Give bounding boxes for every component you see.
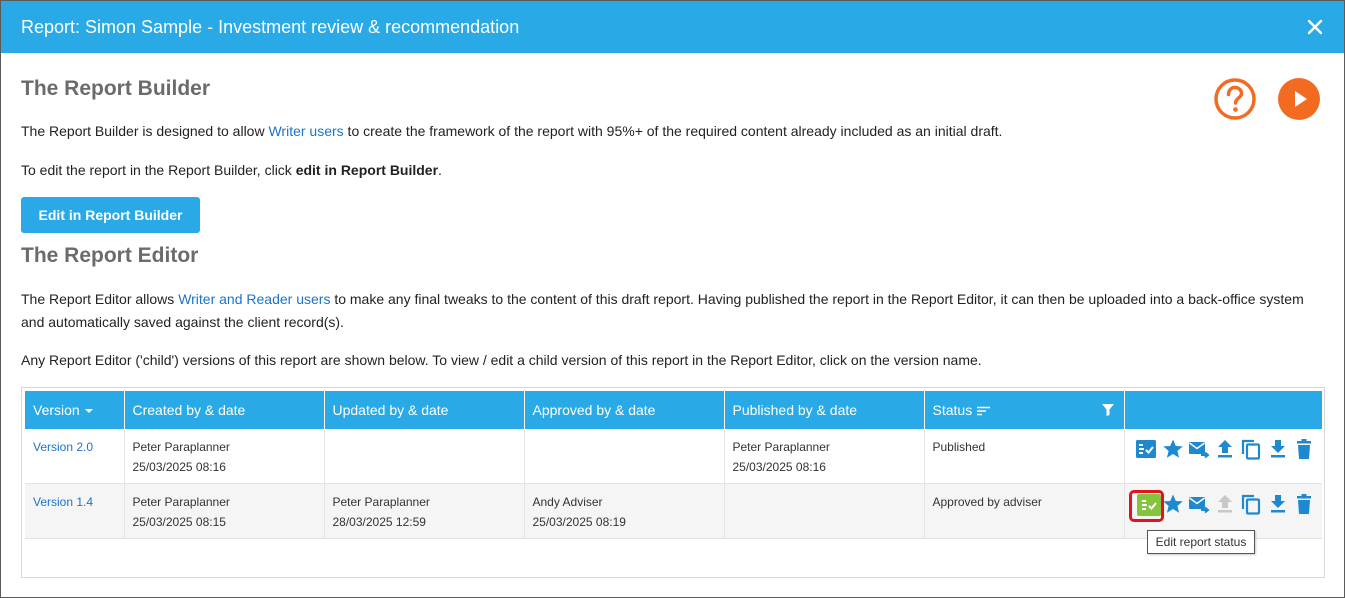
edit-status-icon[interactable]: [1135, 493, 1157, 515]
col-published-label: Published by & date: [732, 402, 858, 418]
star-icon[interactable]: [1162, 438, 1184, 460]
builder-heading: The Report Builder: [21, 77, 211, 100]
builder-instruction-bold: edit in Report Builder: [295, 162, 439, 178]
col-created-label: Created by & date: [132, 402, 246, 418]
edit-status-icon[interactable]: [1135, 438, 1157, 460]
upload-icon: [1214, 493, 1236, 515]
published-date: 25/03/2025 08:16: [732, 460, 826, 474]
created-cell: [124, 483, 324, 538]
col-approved[interactable]: [524, 391, 724, 429]
modal-title: Report: Simon Sample - Investment review & recommendation: [21, 17, 520, 37]
actions-cell: [1124, 429, 1322, 483]
writer-reader-users-link[interactable]: Writer and Reader users: [178, 291, 331, 307]
created-cell: [124, 429, 324, 483]
row-actions: [1133, 437, 1315, 467]
table-row: [25, 483, 1322, 538]
version-link[interactable]: Version 2.0: [33, 440, 94, 454]
col-status[interactable]: [924, 391, 1124, 429]
filter-icon[interactable]: [1102, 404, 1114, 416]
row-actions: [1133, 492, 1315, 522]
builder-description: [21, 120, 1321, 143]
copy-icon[interactable]: [1240, 493, 1262, 515]
col-published[interactable]: [724, 391, 924, 429]
col-updated[interactable]: [324, 391, 524, 429]
upload-icon[interactable]: [1214, 438, 1236, 460]
modal-header: [1, 1, 1344, 53]
versions-table: [25, 391, 1322, 539]
edit-in-report-builder-button[interactable]: Edit in Report Builder: [21, 197, 200, 233]
download-icon[interactable]: [1267, 493, 1289, 515]
version-link[interactable]: Version 1.4: [33, 494, 94, 509]
status-cell: [924, 483, 1124, 538]
editor-heading: The Report Editor: [21, 244, 199, 267]
editor-description: [21, 288, 1321, 334]
close-icon[interactable]: [1306, 18, 1324, 36]
col-actions: [1124, 391, 1322, 429]
table-header-row: [25, 391, 1322, 429]
published-by: Peter Paraplanner: [732, 440, 830, 454]
created-by: Peter Paraplanner: [132, 494, 230, 509]
sort-desc-icon: [85, 409, 93, 413]
updated-cell: [324, 483, 524, 538]
help-icon[interactable]: [1213, 77, 1257, 121]
writer-users-link[interactable]: Writer users: [268, 123, 344, 139]
version-cell: [25, 483, 124, 538]
col-updated-label: Updated by & date: [332, 402, 449, 418]
table-row: [25, 429, 1322, 483]
delete-icon[interactable]: [1293, 438, 1315, 460]
col-approved-label: Approved by & date: [532, 402, 656, 418]
col-created[interactable]: [124, 391, 324, 429]
status-text: Approved by adviser: [932, 494, 1042, 509]
approved-by: Andy Adviser: [532, 494, 603, 509]
builder-instruction: [21, 159, 1321, 182]
edit-status-tooltip: Edit report status: [1147, 530, 1255, 554]
builder-instruction-end: .: [438, 162, 442, 178]
editor-desc-text-1: The Report Editor allows: [21, 291, 179, 307]
published-cell: [724, 429, 924, 483]
builder-desc-text-2: to create the framework of the report with 95%+ of the required content already included as an initial draft.: [343, 123, 1003, 139]
published-cell: [724, 483, 924, 538]
updated-cell: [324, 429, 524, 483]
play-icon[interactable]: [1277, 77, 1321, 121]
col-status-label: Status: [932, 402, 973, 418]
created-by: Peter Paraplanner: [132, 440, 230, 454]
updated-by: Peter Paraplanner: [332, 494, 430, 509]
version-cell: [25, 429, 124, 483]
star-icon[interactable]: [1162, 493, 1184, 515]
editor-desc-text-2: to make any final tweaks to the content of this draft report. Having published the report in the Report Editor, it can then be uploaded into a back-office system and automatically saved against the client record(s).: [21, 291, 1304, 330]
copy-icon[interactable]: [1240, 438, 1262, 460]
status-text: Published: [932, 440, 986, 454]
editor-instruction: Any Report Editor ('child') versions of this report are shown below. To view / edit a child version of this report in the Report Editor, click on the version name.: [21, 352, 982, 368]
column-menu-icon[interactable]: [977, 406, 990, 416]
email-forward-icon[interactable]: [1188, 438, 1210, 460]
builder-desc-text-1: The Report Builder is designed to allow: [21, 123, 269, 139]
approved-cell: [524, 483, 724, 538]
updated-date: 28/03/2025 12:59: [332, 514, 426, 529]
col-version-label: Version: [33, 402, 80, 418]
versions-grid: [21, 387, 1325, 578]
builder-instruction-text: To edit the report in the Report Builder, click: [21, 162, 296, 178]
download-icon[interactable]: [1267, 438, 1289, 460]
created-date: 25/03/2025 08:16: [132, 460, 226, 474]
col-version[interactable]: [25, 391, 124, 429]
delete-icon[interactable]: [1293, 493, 1315, 515]
approved-date: 25/03/2025 08:19: [532, 514, 626, 529]
created-date: 25/03/2025 08:15: [132, 514, 226, 529]
status-cell: [924, 429, 1124, 483]
approved-cell: [524, 429, 724, 483]
email-forward-icon[interactable]: [1188, 493, 1210, 515]
